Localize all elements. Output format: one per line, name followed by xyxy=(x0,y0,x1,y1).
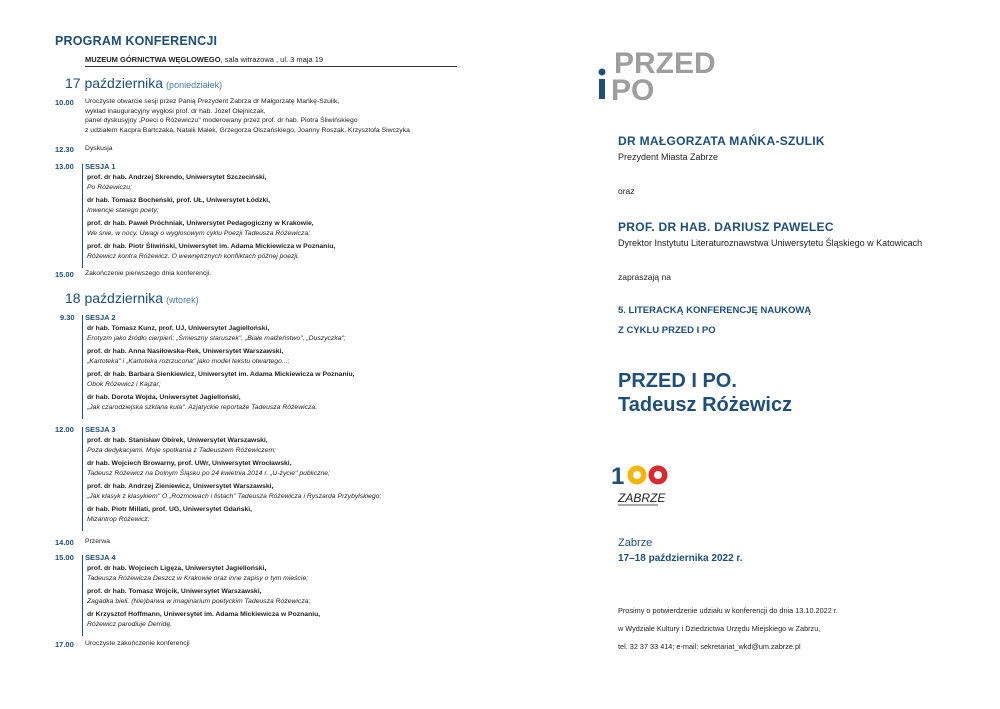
invite-text: zapraszają na xyxy=(618,272,671,282)
program-line: Uroczyste zakończenie konferencji xyxy=(85,640,190,647)
program-line: z udziałem Kacpra Bartczaka, Natalii Malek, Grzegorza Olszańskiego, Joanny Roszak, Krzysztofa Siwczyka xyxy=(85,126,410,134)
session-label: SESJA 2 xyxy=(85,313,116,322)
speaker-line: dr Krzysztof Hoffmann, Uniwersytet im. Adama Mickiewicza w Poznaniu, xyxy=(87,611,321,618)
speaker-line: prof. dr hab. Andrzej Skrendo, Uniwersytet Szczeciński, xyxy=(87,174,267,181)
venue xyxy=(85,55,323,64)
speaker-line: dr hab. Tomasz Bocheński, prof. UŁ, Uniwersytet Łódzki, xyxy=(87,197,271,204)
venue-address: , sala witrażowa , ul. 3 maja 19 xyxy=(220,55,324,64)
program-line: wykład inauguracyjny wygłosi prof. dr hab. Józef Olejniczak, xyxy=(85,107,266,115)
rsvp-note: Prosimy o potwierdzenie udziału w konferencji do dnia 13.10.2022 r. xyxy=(618,606,838,615)
speaker-line: dr hab. Tomasz Kunz, prof. UJ, Uniwersytet Jagielloński, xyxy=(87,325,270,332)
program-line: Uroczyste otwarcie sesji przez Panią Prezydent Zabrza dr Małgorzatę Mańkę-Szulik, xyxy=(85,98,340,105)
session-bar xyxy=(82,164,83,268)
talk-title: Po Różewiczu; xyxy=(87,183,132,191)
time-slot: 10.00 xyxy=(55,98,74,107)
speaker-line: prof. dr hab. Anna Nasiłowska-Rek, Uniwersytet Warszawski, xyxy=(87,348,284,355)
session-label: SESJA 1 xyxy=(85,162,116,171)
speaker-line: dr hab. Dorota Wojda, Uniwersytet Jagielloński, xyxy=(87,394,241,401)
talk-title: „Jak klasyk z klasykiem" O „Rozmowach i listach" Tadeusza Różewicza i Ryszarda Przybylskiego; xyxy=(87,492,382,500)
talk-title: Tadeusz Różewicz na Dolnym Śląsku po 24 kwietnia 2014 r. „U-życie" publiczne; xyxy=(87,469,330,477)
day1-heading xyxy=(65,75,222,91)
day2-weekday: (wtorek) xyxy=(166,295,199,305)
przed-i-po-logo xyxy=(596,44,736,104)
talk-title: Mizantrop Różewicz. xyxy=(87,515,150,523)
event-dates: 17–18 października 2022 r. xyxy=(618,553,743,564)
speaker-line: dr hab. Wojciech Browarny, prof. UWr, Uniwersytet Wrocławski, xyxy=(87,460,292,467)
session-label: SESJA 3 xyxy=(85,425,116,434)
conference-name: 5. LITERACKĄ KONFERENCJĘ NAUKOWĄ xyxy=(618,305,812,316)
host1-role: Prezydent Miasta Zabrze xyxy=(618,152,719,162)
talk-title: Tadeusza Różewicza Deszcz w Krakowie oraz inne zapisy o tym mieście; xyxy=(87,574,309,582)
speaker-line: prof. dr hab. Andrzej Zieniewicz, Uniwersytet Warszawski, xyxy=(87,483,274,490)
venue-divider xyxy=(85,66,457,67)
speaker-line: prof. dr hab. Barbara Sienkiewicz, Uniwersytet im. Adama Mickiewicza w Poznaniu, xyxy=(87,371,355,378)
venue-name: MUZEUM GÓRNICTWA WĘGLOWEGO xyxy=(85,55,221,64)
day2-date: 18 października xyxy=(65,290,164,306)
zabrze-100-badge xyxy=(610,460,680,510)
conjunction: oraz xyxy=(618,186,635,196)
logo-i-stem xyxy=(599,79,605,99)
time-slot: 12.00 xyxy=(55,425,74,434)
talk-title: Zagadka bieli. (Nie)barwa w imaginarium poetyckim Tadeusza Różewicza; xyxy=(87,597,311,605)
program-line: Zakończenie pierwszego dnia konferencji. xyxy=(85,270,212,277)
speaker-line: prof. dr hab. Stanisław Obirek, Uniwersytet Warszawski, xyxy=(87,437,268,444)
time-slot: 13.00 xyxy=(55,162,74,171)
speaker-line: prof. dr hab. Paweł Próchniak, Uniwersytet Pedagogiczny w Krakowie, xyxy=(87,220,314,227)
event-city: Zabrze xyxy=(618,537,653,549)
day1-weekday: (poniedziałek) xyxy=(166,80,223,90)
speaker-line: prof. dr hab. Tomasz Wójcik, Uniwersytet Warszawski, xyxy=(87,588,262,595)
host1-name: DR MAŁGORZATA MAŃKA-SZULIK xyxy=(618,134,825,148)
time-slot: 15.00 xyxy=(55,553,74,562)
talk-title: Erotyzm jako źródło cierpień: „Śmieszny staruszek", „Białe małżeństwo", „Duszyczka"; xyxy=(87,334,346,342)
time-slot: 9.30 xyxy=(60,313,75,322)
talk-title: Różewicz kontra Różewicz. O wewnętrznych konfliktach późnej poezji. xyxy=(87,252,300,260)
program-line: panel dyskusyjny „Poeci o Różewiczu" moderowany przez prof. dr hab. Piotra Śliwińskiego xyxy=(85,117,358,124)
conference-series: Z CYKLU PRZED I PO xyxy=(618,325,716,336)
talk-title: Inwencje starego poety; xyxy=(87,206,159,214)
day1-date: 17 października xyxy=(65,75,164,91)
rsvp-contact: tel. 32 37 33 414; e-mail: sekretariat_wkd@um.zabrze.pl xyxy=(618,642,801,651)
session-bar xyxy=(82,555,83,636)
talk-title: Obok Różewicz i Kajzar; xyxy=(87,380,161,388)
invitation-page xyxy=(500,0,1000,709)
session-bar xyxy=(82,315,83,419)
talk-title: Poza dedykacjami. Moje spotkania z Tadeuszem Różewiczem; xyxy=(87,446,277,454)
event-title: PRZED I PO. xyxy=(618,370,737,392)
host2-role: Dyrektor Instytutu Literaturoznawstwa Uniwersytetu Śląskiego w Katowicach xyxy=(618,238,923,248)
talk-title: „Kartoteka" i „Kartoteka rozrzucona" jako model tekstu otwartego...; xyxy=(87,357,290,365)
talk-title: Różewicz parodiuje Derridę. xyxy=(87,620,172,628)
time-slot: 15.00 xyxy=(55,270,74,279)
host2-name: PROF. DR HAB. DARIUSZ PAWELEC xyxy=(618,220,834,234)
time-slot: 14.00 xyxy=(55,538,74,547)
logo-po: PO xyxy=(611,74,655,104)
logo-przed: PRZED xyxy=(614,47,716,80)
talk-title: „Jak czarodziejska szklana kula". Azjatyckie reportaże Tadeusza Różewicza. xyxy=(87,403,318,411)
speaker-line: prof. dr hab. Piotr Śliwiński, Uniwersytet im. Adama Mickiewicza w Poznaniu, xyxy=(87,243,336,250)
session-label: SESJA 4 xyxy=(85,553,116,562)
rsvp-office: w Wydziale Kultury i Dziedzictwa Urzędu Miejskiego w Zabrzu, xyxy=(618,624,821,633)
program-title: PROGRAM KONFERENCJI xyxy=(55,34,218,48)
program-line: Dyskusja xyxy=(85,145,113,152)
speaker-line: dr hab. Piotr Millati, prof. UG, Uniwersytet Gdański, xyxy=(87,506,253,513)
event-subtitle: Tadeusz Różewicz xyxy=(618,394,793,416)
badge-text: ZABRZE xyxy=(618,491,666,505)
talk-title: We śnie, w nocy. Uwagi o wyglosowym cyklu Poezji Tadeusza Różewicza; xyxy=(87,229,311,237)
badge-one: 1 xyxy=(611,463,625,490)
day2-heading xyxy=(65,290,199,306)
logo-i-dot xyxy=(599,69,606,76)
program-line: Przerwa xyxy=(85,538,110,545)
session-bar xyxy=(82,427,83,531)
time-slot: 12.30 xyxy=(55,145,74,154)
speaker-line: prof. dr hab. Wojciech Ligęza, Uniwersytet Jagielloński, xyxy=(87,565,267,572)
time-slot: 17.00 xyxy=(55,640,74,649)
